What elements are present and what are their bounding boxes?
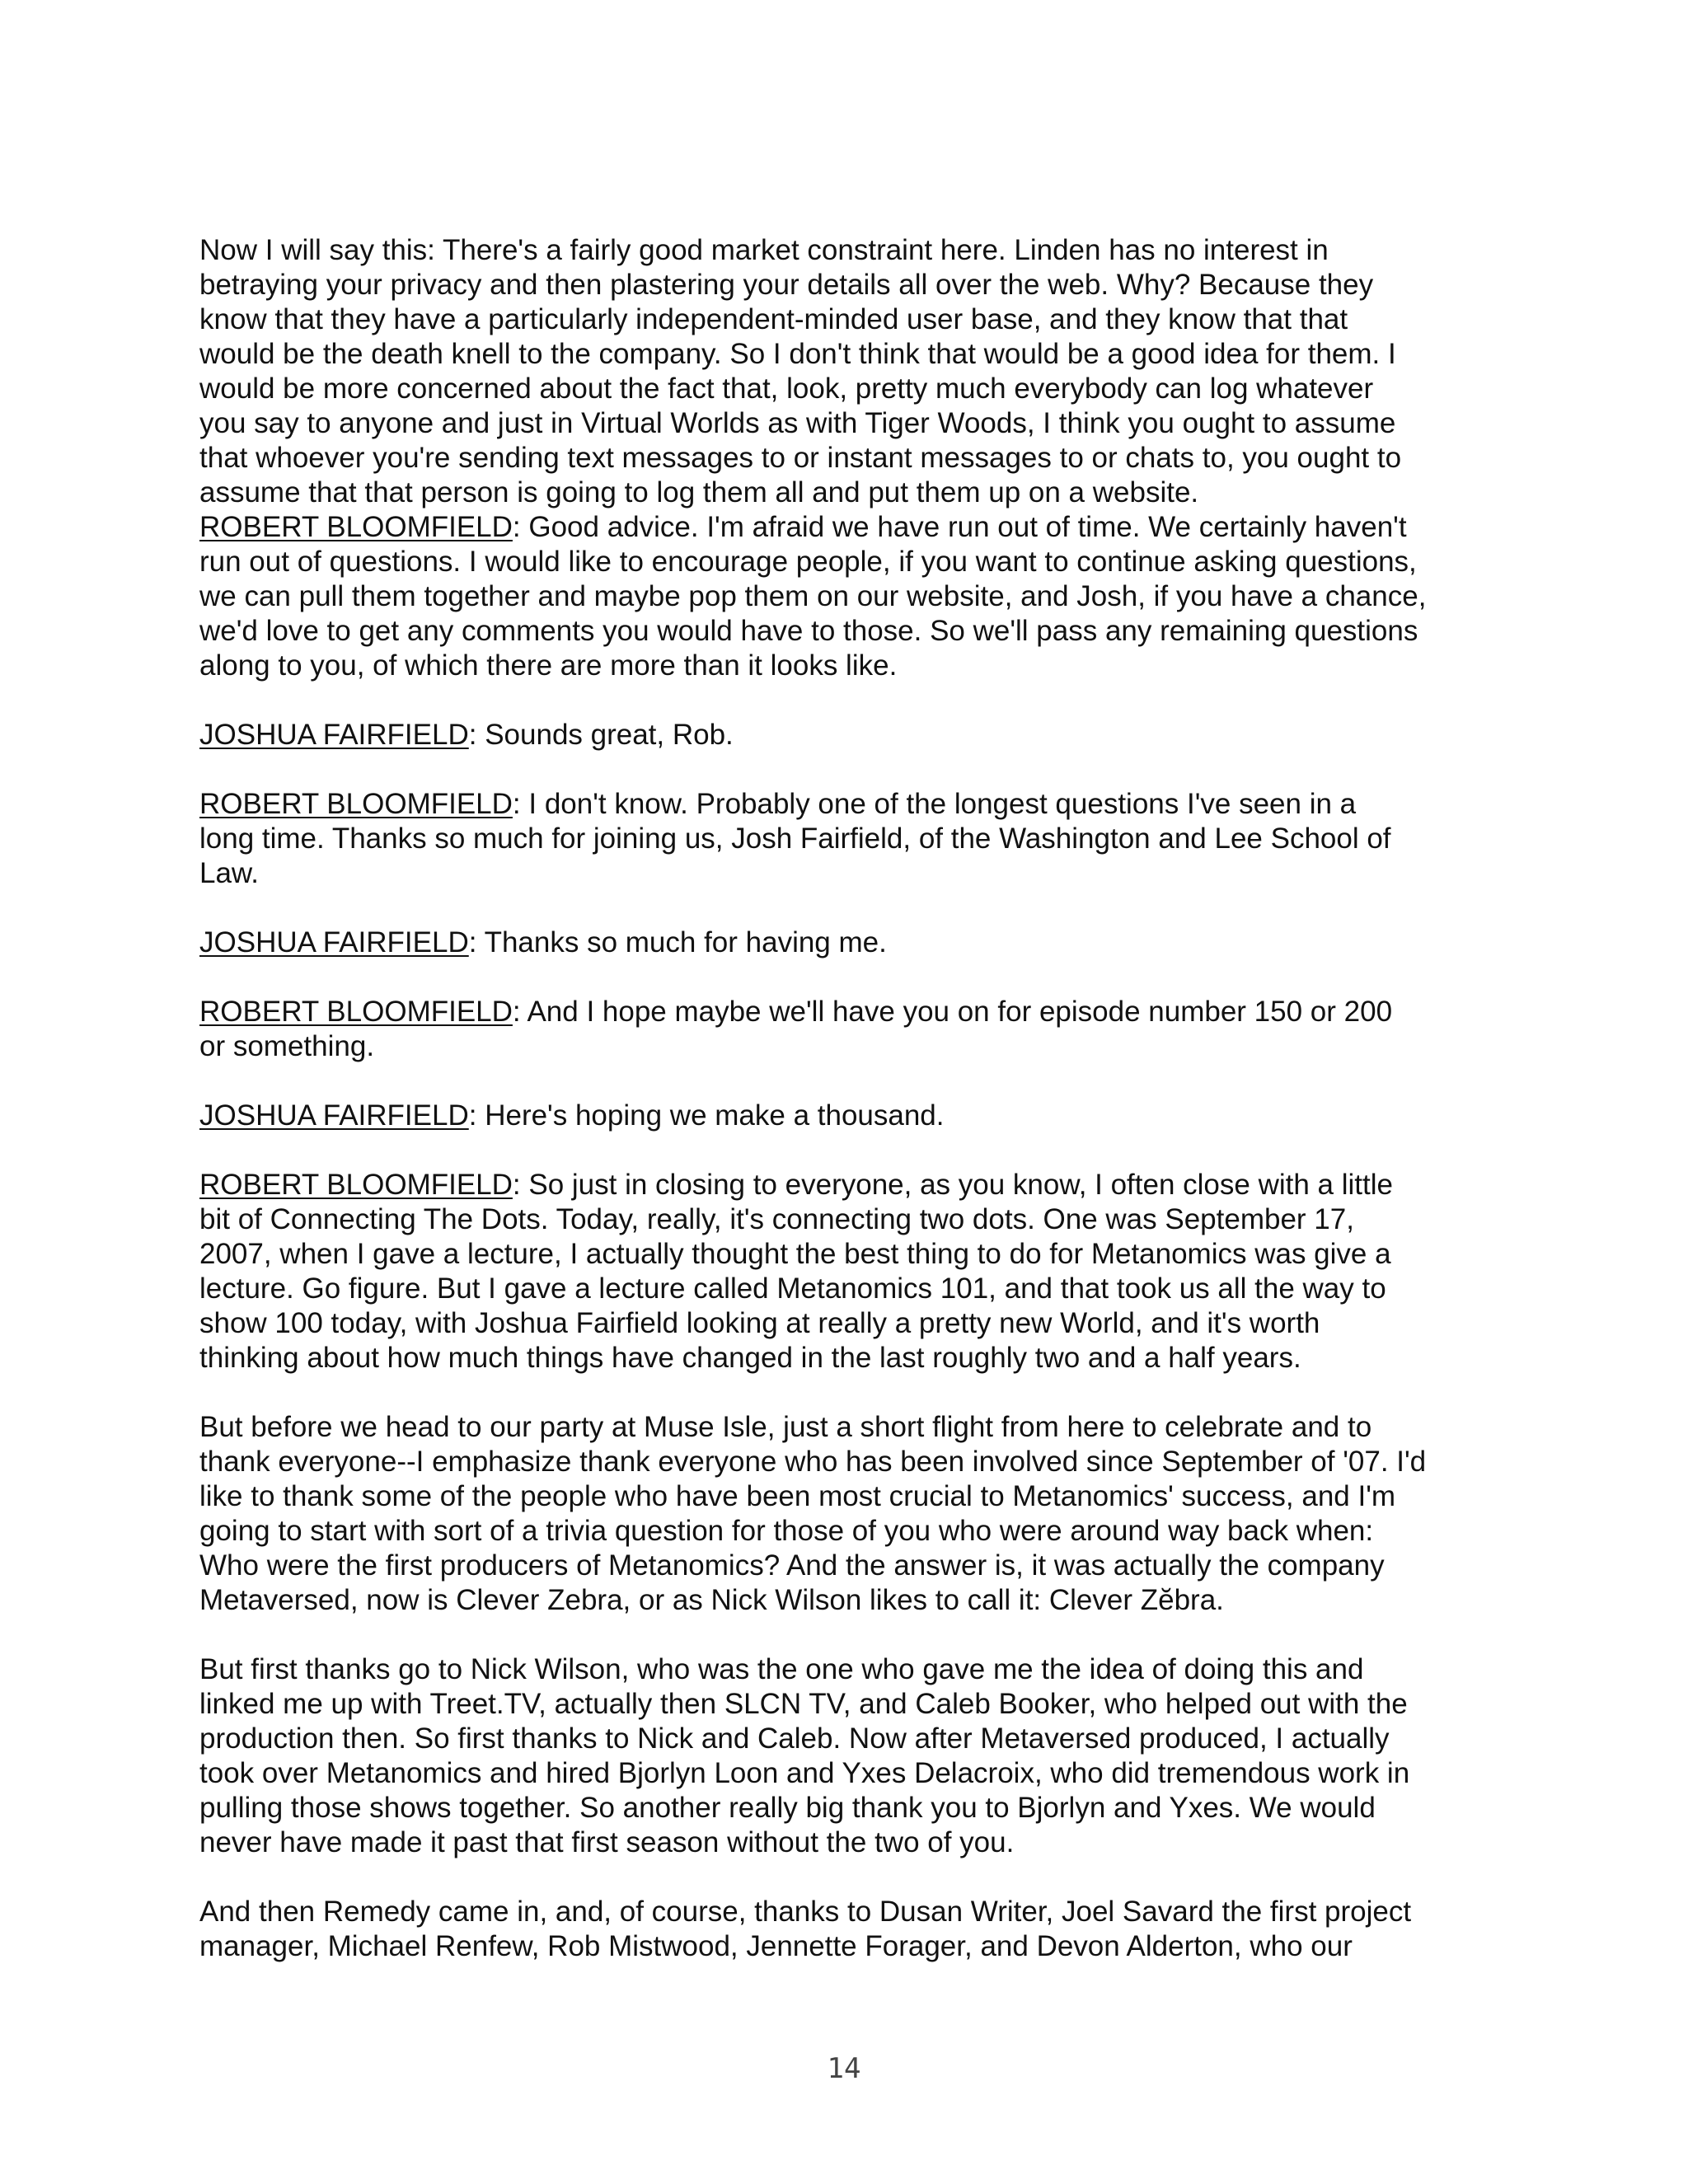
text-line: But before we head to our party at Muse Isle, just a short flight from here to celebrate and to — [199, 1411, 1372, 1443]
page-number: 14 — [827, 2052, 861, 2085]
speaker-name: ROBERT BLOOMFIELD — [199, 511, 513, 543]
text-line: And then Remedy came in, and, of course, thanks to Dusan Writer, Joel Savard the first project — [199, 1896, 1412, 1928]
text-line — [199, 995, 1506, 1029]
text-line: thinking about how much things have changed in the last roughly two and a half years. — [199, 1342, 1301, 1374]
text-line — [199, 1099, 1506, 1133]
text-line: we'd love to get any comments you would have to those. So we'll pass any remaining questions — [199, 615, 1418, 647]
speaker-name: JOSHUA FAIRFIELD — [199, 719, 469, 751]
text-line: like to thank some of the people who have been most crucial to Metanomics' success, and I'm — [199, 1480, 1396, 1512]
speaker-name: ROBERT BLOOMFIELD — [199, 996, 513, 1028]
speaker-name: ROBERT BLOOMFIELD — [199, 1169, 513, 1201]
paragraph — [199, 995, 1506, 1064]
speech-text: : Thanks so much for having me. — [468, 926, 887, 958]
text-line: long time. Thanks so much for joining us, Josh Fairfield, of the Washington and Lee School of — [199, 823, 1391, 855]
paragraph — [199, 787, 1506, 891]
text-line: never have made it past that first season without the two of you. — [199, 1826, 1015, 1858]
text-line: know that they have a particularly independent-minded user base, and they know that that — [199, 303, 1348, 335]
text-line: bit of Connecting The Dots. Today, really, it's connecting two dots. One was September 17, — [199, 1203, 1354, 1235]
text-line: would be more concerned about the fact that, look, pretty much everybody can log whatever — [199, 373, 1374, 405]
paragraph — [199, 718, 1506, 752]
speech-text: : I don't know. Probably one of the longest questions I've seen in a — [512, 788, 1357, 820]
text-line: assume that that person is going to log them all and put them up on a website. — [199, 476, 1199, 509]
text-line: But first thanks go to Nick Wilson, who was the one who gave me the idea of doing this and — [199, 1653, 1364, 1685]
text-line — [199, 718, 1506, 752]
text-line: pulling those shows together. So another really big thank you to Bjorlyn and Yxes. We would — [199, 1792, 1376, 1824]
text-line: 2007, when I gave a lecture, I actually thought the best thing to do for Metanomics was give a — [199, 1238, 1391, 1270]
paragraph — [199, 1168, 1506, 1376]
text-line: show 100 today, with Joshua Fairfield looking at really a pretty new World, and it's worth — [199, 1307, 1320, 1339]
text-line: or something. — [199, 1030, 375, 1062]
speaker-name: ROBERT BLOOMFIELD — [199, 788, 513, 820]
speech-text: : And I hope maybe we'll have you on for episode number 150 or 200 — [512, 996, 1393, 1028]
speaker-name: JOSHUA FAIRFIELD — [199, 926, 469, 958]
text-line: going to start with sort of a trivia question for those of you who were around way back when: — [199, 1515, 1374, 1547]
paragraph — [199, 1410, 1506, 1618]
text-line — [199, 510, 1506, 545]
text-line: run out of questions. I would like to encourage people, if you want to continue asking questions, — [199, 546, 1417, 578]
paragraph — [199, 510, 1506, 683]
text-line: you say to anyone and just in Virtual Worlds as with Tiger Woods, I think you ought to assume — [199, 407, 1396, 439]
text-line — [199, 926, 1506, 960]
text-line: betraying your privacy and then plastering your details all over the web. Why? Because they — [199, 269, 1374, 301]
speech-text: : So just in closing to everyone, as you know, I often close with a little — [512, 1169, 1393, 1201]
speech-text: : Sounds great, Rob. — [468, 719, 734, 751]
speech-text: : Good advice. I'm afraid we have run out of time. We certainly haven't — [512, 511, 1407, 543]
transcript-body — [199, 233, 1506, 1964]
text-line: lecture. Go figure. But I gave a lecture called Metanomics 101, and that took us all the way to — [199, 1272, 1386, 1305]
text-line: Law. — [199, 857, 259, 889]
text-line: manager, Michael Renfew, Rob Mistwood, Jennette Forager, and Devon Alderton, who our — [199, 1930, 1353, 1962]
text-line: took over Metanomics and hired Bjorlyn Loon and Yxes Delacroix, who did tremendous work in — [199, 1757, 1410, 1789]
text-line: Who were the first producers of Metanomics? And the answer is, it was actually the company — [199, 1549, 1385, 1582]
paragraph — [199, 926, 1506, 960]
speech-text: : Here's hoping we make a thousand. — [468, 1099, 945, 1132]
text-line: along to you, of which there are more than it looks like. — [199, 649, 898, 682]
text-line — [199, 787, 1506, 822]
text-line — [199, 1168, 1506, 1202]
paragraph — [199, 233, 1506, 510]
text-line: linked me up with Treet.TV, actually then SLCN TV, and Caleb Booker, who helped out with the — [199, 1688, 1408, 1720]
text-line: Now I will say this: There's a fairly good market constraint here. Linden has no interest in — [199, 234, 1329, 266]
paragraph — [199, 1652, 1506, 1860]
text-line: production then. So first thanks to Nick and Caleb. Now after Metaversed produced, I actually — [199, 1722, 1390, 1755]
speaker-name: JOSHUA FAIRFIELD — [199, 1099, 469, 1132]
text-line: we can pull them together and maybe pop them on our website, and Josh, if you have a chance, — [199, 580, 1427, 612]
paragraph — [199, 1099, 1506, 1133]
text-line: thank everyone--I emphasize thank everyone who has been involved since September of '07. I'd — [199, 1446, 1427, 1478]
text-line: that whoever you're sending text messages to or instant messages to or chats to, you ought to — [199, 442, 1402, 474]
paragraph — [199, 1895, 1506, 1964]
text-line: would be the death knell to the company. So I don't think that would be a good idea for them. I — [199, 338, 1396, 370]
text-line: Metaversed, now is Clever Zebra, or as Nick Wilson likes to call it: Clever Zĕbra. — [199, 1584, 1224, 1616]
